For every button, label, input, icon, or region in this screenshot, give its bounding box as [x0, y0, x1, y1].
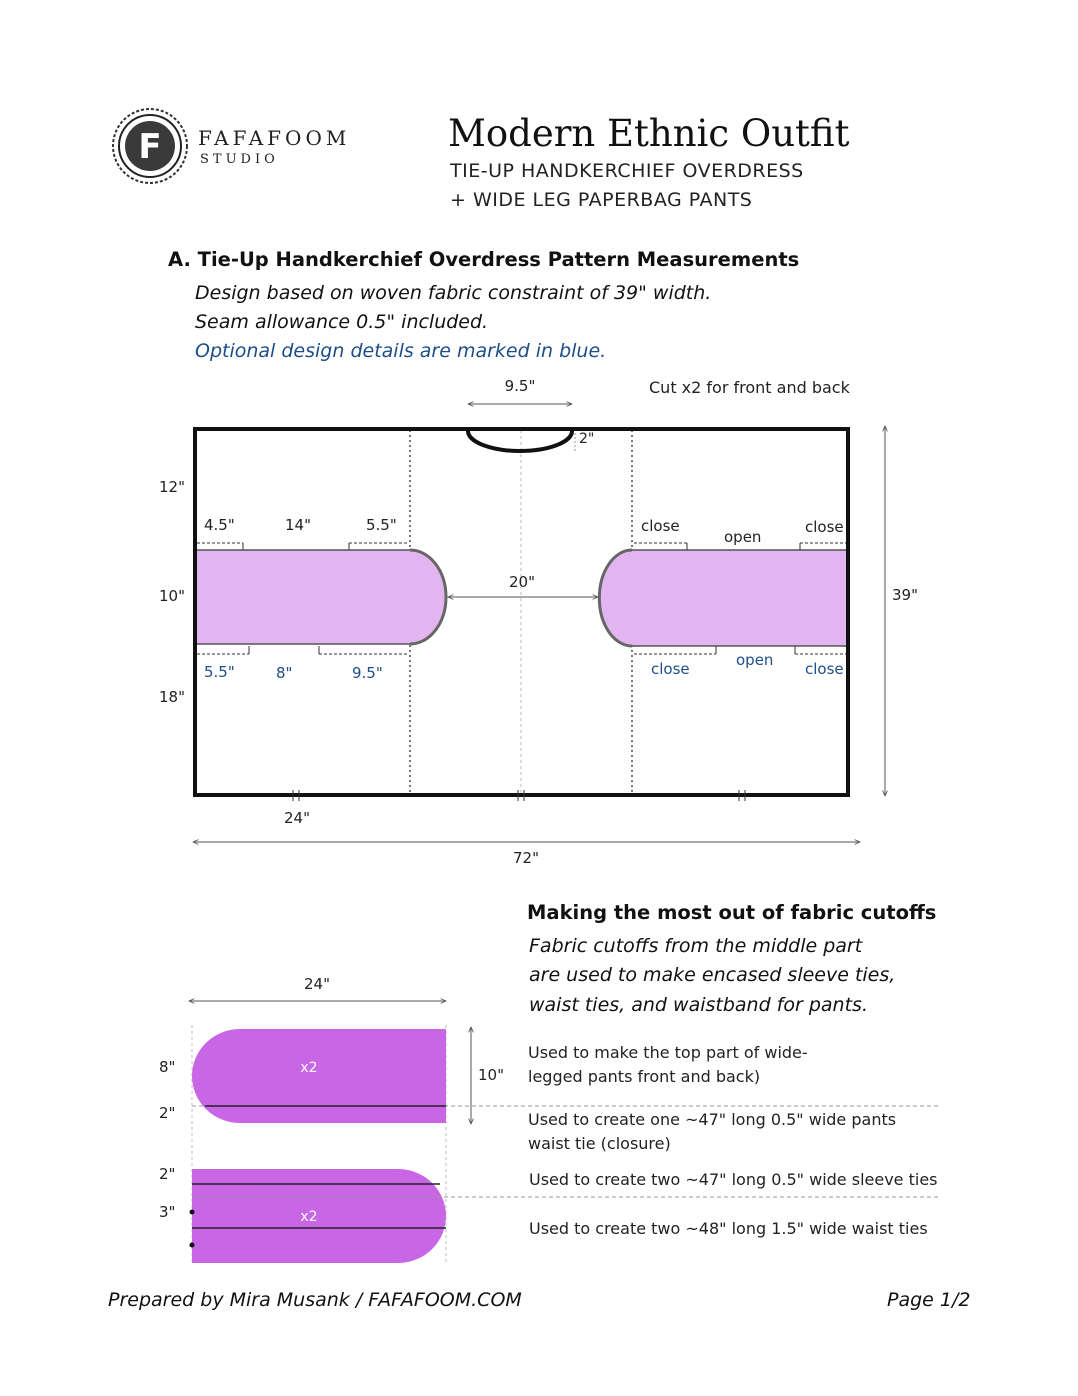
footer-credit: Prepared by Mira Musank / FAFAFOOM.COM: [108, 1289, 522, 1311]
neckline: [468, 431, 572, 451]
neck-width-label: 9.5": [504, 377, 536, 395]
note-1-line-b: legged pants front and back): [528, 1067, 761, 1086]
close-top-left: close: [641, 517, 680, 535]
cutoffs-line-2: are used to make encased sleeve ties,: [529, 964, 896, 986]
cutoff-3-label: 3": [159, 1203, 176, 1221]
subtitle-line-2: + WIDE LEG PAPERBAG PANTS: [450, 189, 753, 211]
note-1-line-a: Used to make the top part of wide-: [528, 1043, 808, 1062]
note-4: Used to create two ~48" long 1.5" wide waist ties: [529, 1219, 928, 1238]
cut-note: Cut x2 for front and back: [649, 378, 850, 397]
brand-name: FAFAFOOM: [198, 126, 351, 150]
bot-8: 8": [276, 664, 293, 682]
cutoff-x2-a: x2: [300, 1060, 318, 1076]
top-14: 14": [285, 516, 311, 534]
bot-9-5: 9.5": [352, 664, 383, 682]
cutoff-piece-1: [192, 1029, 446, 1123]
note-3: Used to create two ~47" long 0.5" wide sleeve ties: [529, 1170, 938, 1189]
cutoffs-line-3: waist ties, and waistband for pants.: [529, 994, 868, 1016]
top-5-5: 5.5": [366, 516, 397, 534]
page-title: Modern Ethnic Outfit: [448, 112, 850, 155]
cutoff-8-label: 8": [159, 1058, 176, 1076]
label-10: 10": [159, 587, 185, 605]
note-1: [528, 1041, 808, 1089]
subtitle-line-1: TIE-UP HANDKERCHIEF OVERDRESS: [450, 160, 804, 182]
section-a-line-2: Seam allowance 0.5" included.: [195, 311, 489, 333]
bot-5-5: 5.5": [204, 663, 235, 681]
gap-20-label: 20": [509, 573, 535, 591]
cutoff-2a-label: 2": [159, 1104, 176, 1122]
label-18: 18": [159, 688, 185, 706]
cutoff-width-label: 24": [304, 975, 330, 993]
close-bot-left: close: [651, 660, 690, 678]
label-12: 12": [159, 478, 185, 496]
cutoffs-line-1: Fabric cutoffs from the middle part: [529, 935, 863, 957]
close-top-right: close: [805, 518, 844, 536]
right-sleeve-panel: [599, 550, 848, 646]
label-39: 39": [892, 586, 918, 604]
neck-depth-label: 2": [579, 431, 595, 447]
page-number: Page 1/2: [887, 1289, 971, 1311]
cutoff-2b-label: 2": [159, 1165, 176, 1183]
brand-subtitle: STUDIO: [200, 152, 279, 167]
left-sleeve-panel: [195, 550, 446, 644]
open-top: open: [724, 528, 762, 546]
close-bot-right: close: [805, 660, 844, 678]
open-bot: open: [736, 651, 774, 669]
note-2: [528, 1108, 896, 1156]
cutoff-x2-b: x2: [300, 1209, 318, 1225]
section-a-heading: A. Tie-Up Handkerchief Overdress Pattern Measurements: [168, 248, 800, 271]
note-2-line-b: waist tie (closure): [528, 1134, 671, 1153]
svg-text:F: F: [138, 127, 162, 167]
bottom-24-label: 24": [284, 809, 310, 827]
note-2-line-a: Used to create one ~47" long 0.5" wide pants: [528, 1110, 897, 1129]
cutoff-10-label: 10": [478, 1066, 504, 1084]
cutoffs-heading: Making the most out of fabric cutoffs: [527, 901, 937, 924]
section-a-line-1: Design based on woven fabric constraint of 39" width.: [195, 282, 712, 304]
top-4-5: 4.5": [204, 516, 235, 534]
total-72-label: 72": [513, 849, 539, 867]
section-a-line-3: Optional design details are marked in blue.: [195, 340, 607, 362]
cutoff-piece-2: [192, 1169, 446, 1263]
